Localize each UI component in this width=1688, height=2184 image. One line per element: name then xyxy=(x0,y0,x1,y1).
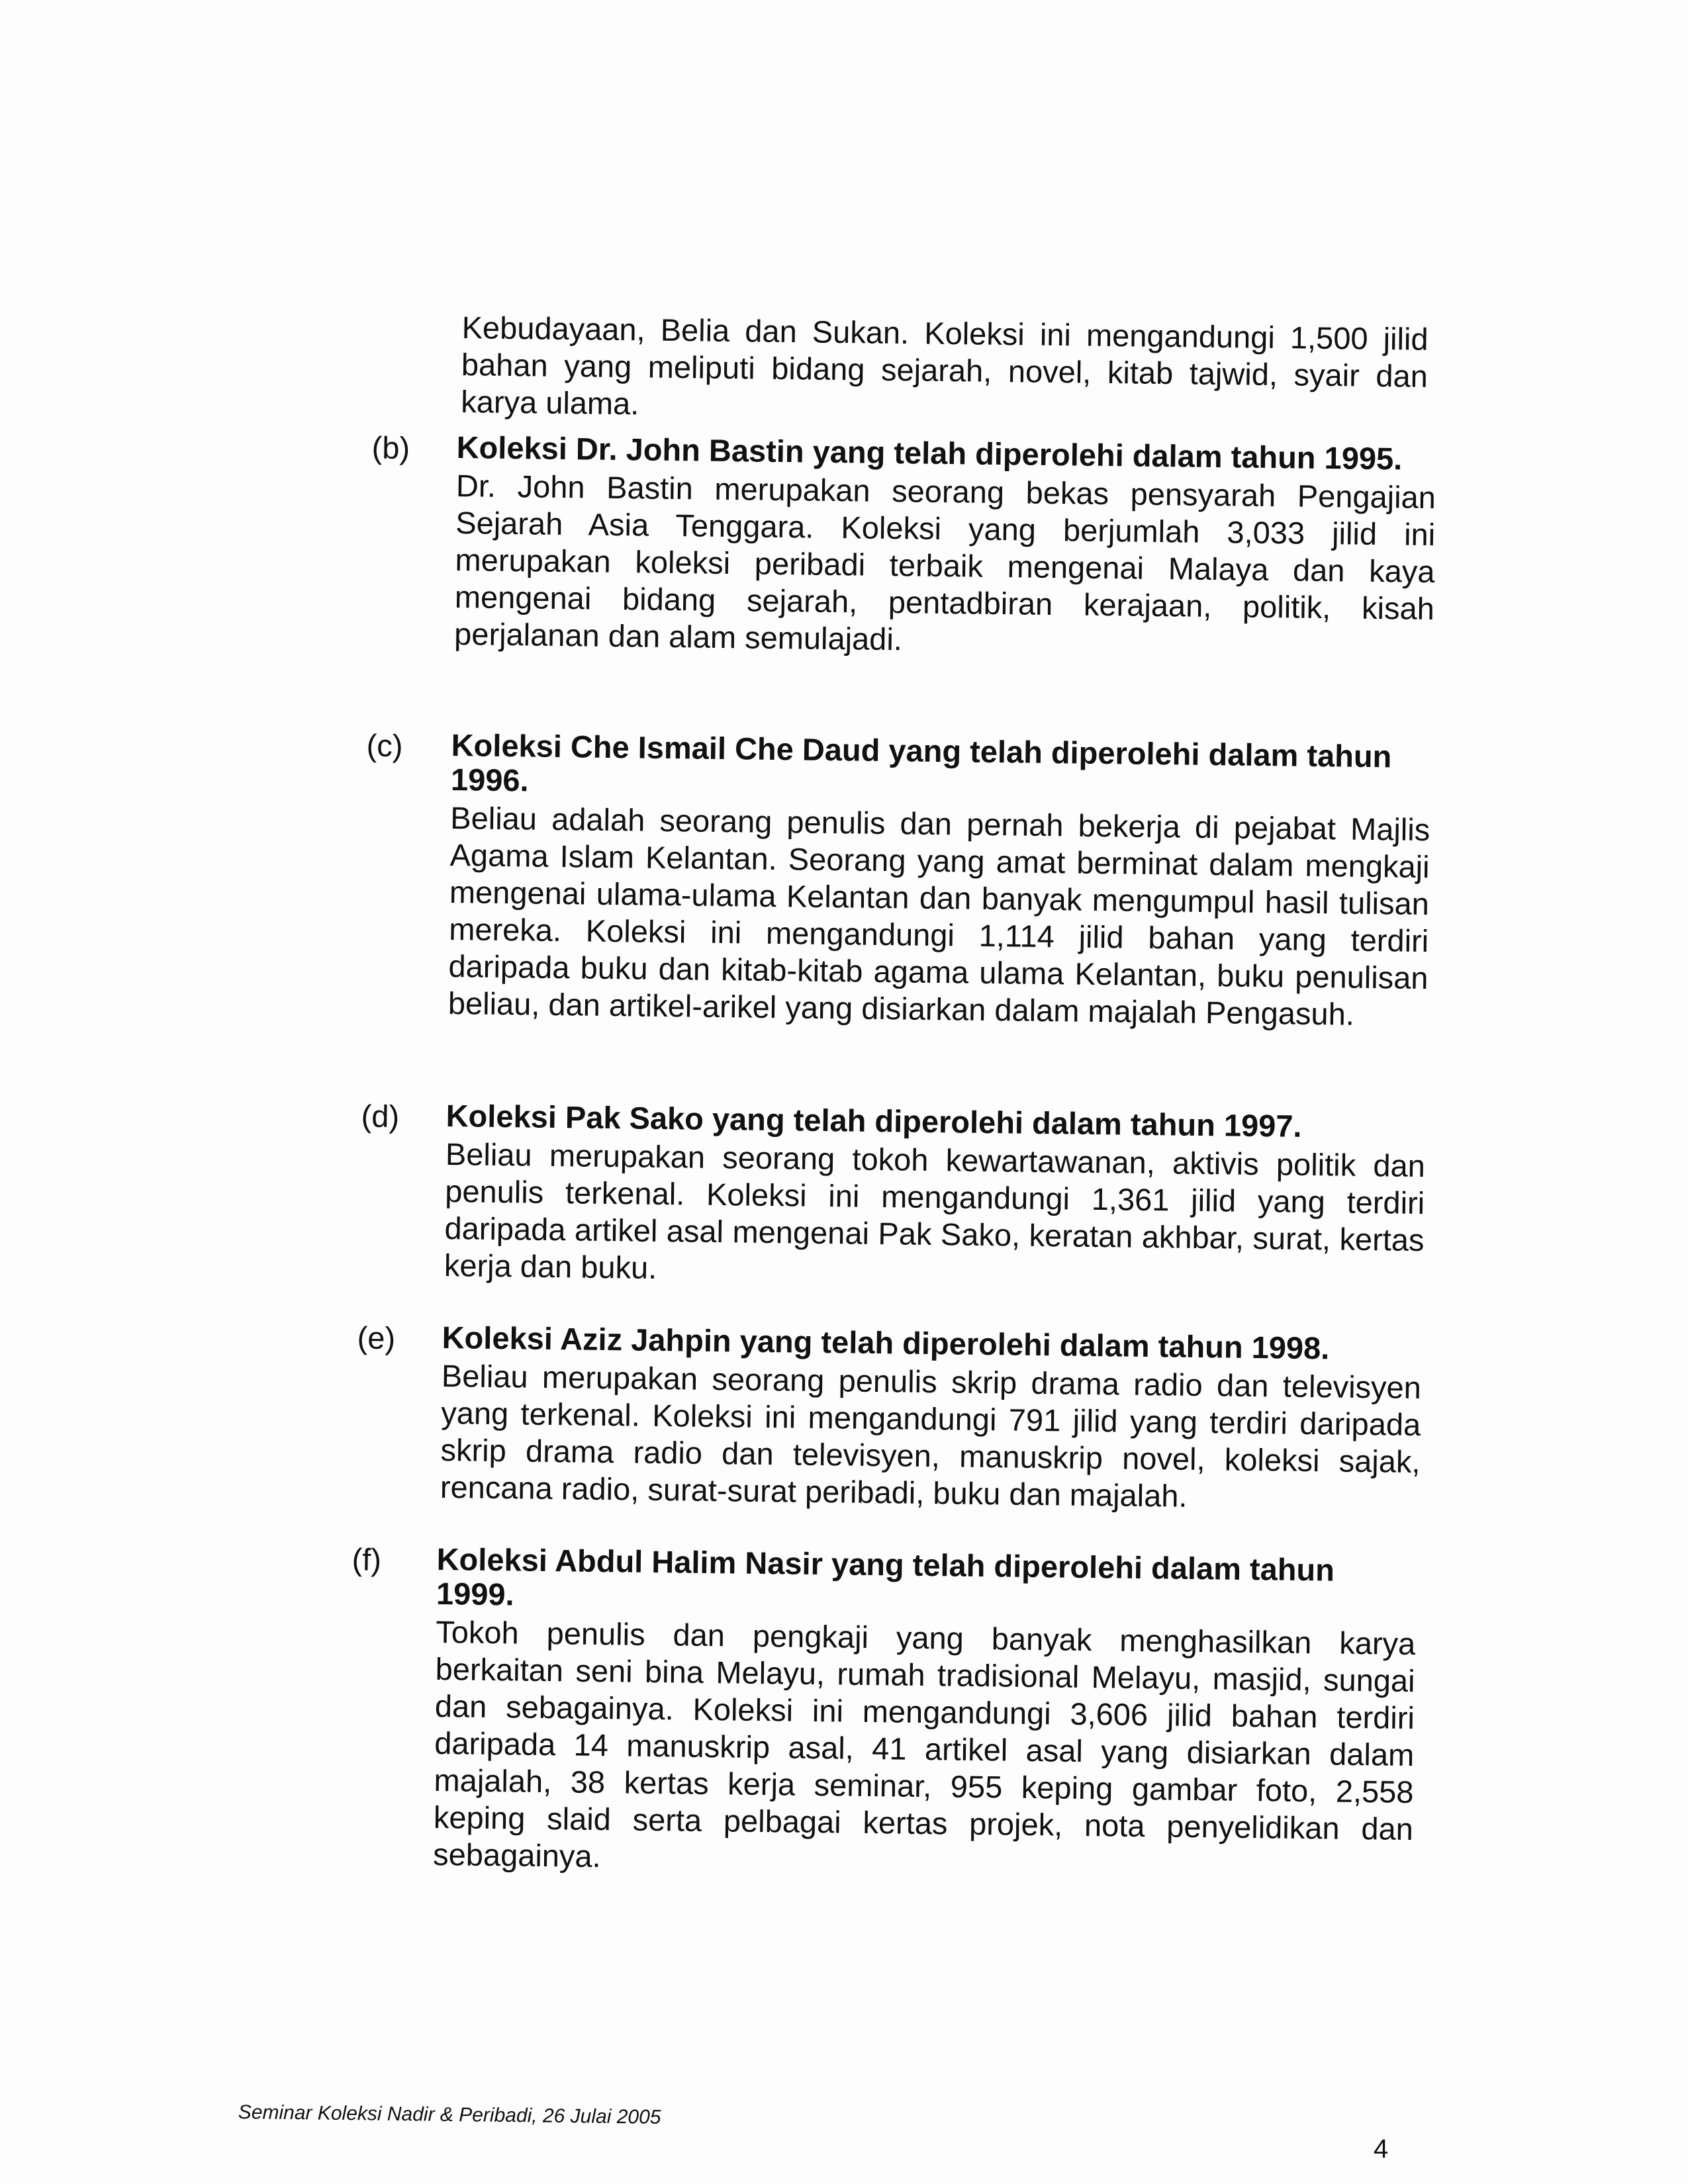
item-heading: Koleksi Aziz Jahpin yang telah diperolehi dalam tahun 1998. xyxy=(442,1320,1330,1366)
item-body: Beliau merupakan seorang penulis skrip drama radio dan televisyen yang terkenal. Koleksi ini mengandungi 791 jilid yang terdiri daripada skrip drama radio dan televisyen, manuskrip novel, koleksi sajak, rencana radio, surat-surat peribadi, buku dan majalah. xyxy=(440,1357,1422,1514)
collection-item-b xyxy=(371,430,1436,664)
item-label: (e) xyxy=(357,1320,396,1356)
item-label: (f) xyxy=(352,1541,382,1577)
item-heading: Koleksi Che Ismail Che Daud yang telah diperolehi dalam tahun 1996. xyxy=(450,727,1392,798)
item-body: Beliau merupakan seorang tokoh kewartawanan, aktivis politik dan penulis terkenal. Koleksi ini mengandungi 1,361 jilid yang terdiri daripada artikel asal mengenai Pak Sako, keratan akhbar, surat, kertas kerja dan buku. xyxy=(444,1136,1426,1285)
collection-item-e xyxy=(357,1320,1422,1518)
item-label: (b) xyxy=(371,430,410,466)
collection-item-f xyxy=(352,1541,1417,1885)
collection-item-c xyxy=(366,727,1431,1034)
collection-item-d xyxy=(361,1098,1426,1296)
item-body: Beliau adalah seorang penulis dan pernah bekerja di pejabat Majlis Agama Islam Kelantan. Seorang yang amat berminat dalam mengkaji mengenai ulama-ulama Kelantan dan banyak mengumpul hasil tulisan mereka. Koleksi ini mengandungi 1,114 jilid bahan yang terdiri daripada buku dan kitab-kitab agama ulama Kelantan, buku penulisan beliau, dan artikel-arikel yang disiarkan dalam majalah Pengasuh. xyxy=(447,799,1430,1032)
page-footer: Seminar Koleksi Nadir & Peribadi, 26 Julai 2005 xyxy=(238,2101,661,2128)
item-label: (d) xyxy=(361,1098,400,1134)
item-heading: Koleksi Dr. John Bastin yang telah diperolehi dalam tahun 1995. xyxy=(456,430,1403,477)
item-label: (c) xyxy=(366,727,403,764)
page-number: 4 xyxy=(1374,2134,1389,2163)
intro-paragraph: Kebudayaan, Belia dan Sukan. Koleksi ini mengandungi 1,500 jilid bahan yang meliputi bidang sejarah, novel, kitab tajwid, syair dan karya ulama. xyxy=(460,309,1429,422)
item-heading: Koleksi Pak Sako yang telah diperolehi dalam tahun 1997. xyxy=(445,1098,1302,1144)
item-body: Dr. John Bastin merupakan seorang bekas pensyarah Pengajian Sejarah Asia Tenggara. Koleksi yang berjumlah 3,033 jilid ini merupakan koleksi peribadi terbaik mengenai Malaya dan kaya mengenai bidang sejarah, pentadbiran kerajaan, politik, kisah perjalanan dan alam semulajadi. xyxy=(453,467,1436,657)
item-body: Tokoh penulis dan pengkaji yang banyak menghasilkan karya berkaitan seni bina Melayu, rumah tradisional Melayu, masjid, sungai dan sebagainya. Koleksi ini mengandungi 3,606 jilid bahan terdiri daripada 14 manuskrip asal, 41 artikel asal yang disiarkan dalam majalah, 38 kertas kerja seminar, 955 keping gambar foto, 2,558 keping slaid serta pelbagai kertas projek, nota penyelidikan dan sebagainya. xyxy=(432,1614,1416,1874)
item-heading: Koleksi Abdul Halim Nasir yang telah diperolehi dalam tahun 1999. xyxy=(436,1541,1335,1612)
